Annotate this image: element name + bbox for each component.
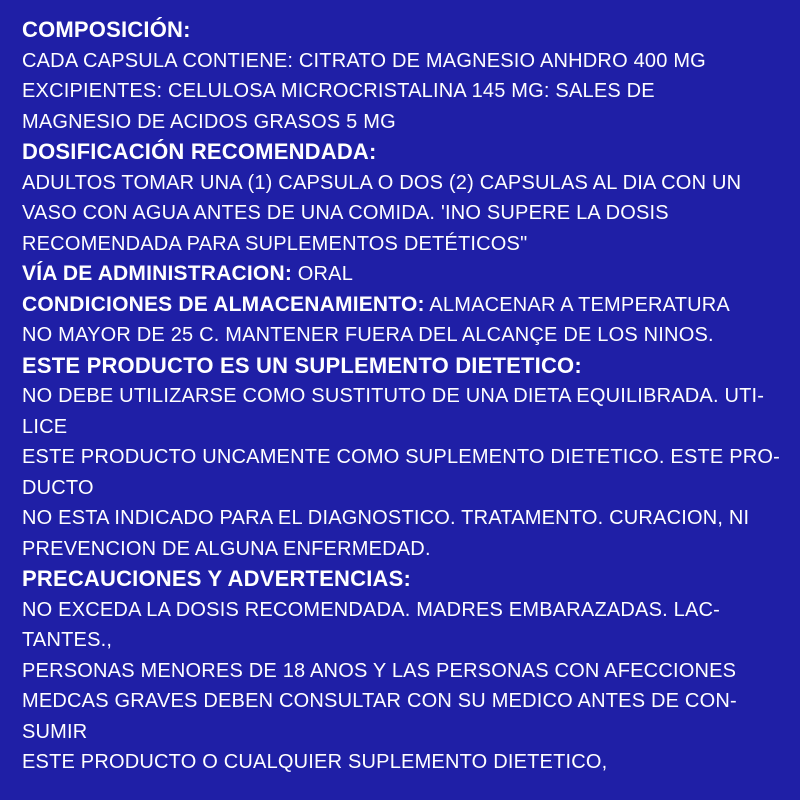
condiciones-heading: CONDICIONES DE ALMACENAMIENTO: xyxy=(22,292,425,316)
dosificacion-line-3: RECOMENDADA PARA SUPLEMENTOS DETÉTICOS" xyxy=(22,232,528,255)
suplemento-line-3: ESTE PRODUCTO UNCAMENTE COMO SUPLEMENTO DIETETICO. ESTE PRO- xyxy=(22,446,781,468)
via-heading: VÍA DE ADMINISTRACION: xyxy=(22,262,293,285)
composicion-line-3: MAGNESIO DE ACIDOS GRASOS 5 MG xyxy=(22,110,396,133)
precauciones-line-1: NO EXCEDA LA DOSIS RECOMENDADA. MADRES EMBARAZADAS. LAC- xyxy=(22,598,721,621)
via-line xyxy=(22,259,780,290)
suplemento-line-4: DUCTO xyxy=(22,476,94,499)
condiciones-line xyxy=(22,290,780,321)
precauciones-line-6: ESTE PRODUCTO O CUALQUIER SUPLEMENTO DIETETICO, xyxy=(22,751,608,773)
dosificacion-line-2: VASO CON AGUA ANTES DE UNA COMIDA. 'INO SUPERE LA DOSIS xyxy=(22,202,669,224)
composicion-line-2: EXCIPIENTES: CELULOSA MICROCRISTALINA 145 MG: SALES DE xyxy=(22,80,655,102)
dosificacion-line-1: ADULTOS TOMAR UNA (1) CAPSULA O DOS (2) CAPSULAS AL DIA CON UN xyxy=(22,171,742,194)
suplemento-line-2: LICE xyxy=(22,415,68,438)
precauciones-line-2: TANTES., xyxy=(22,629,113,651)
via-text: ORAL xyxy=(297,263,354,285)
precauciones-line-5: SUMIR xyxy=(22,720,88,743)
precauciones-heading: PRECAUCIONES Y ADVERTENCIAS: xyxy=(22,566,412,591)
condiciones-text: ALMACENAR A TEMPERATURA xyxy=(429,293,730,316)
dosificacion-heading: DOSIFICACIÓN RECOMENDADA: xyxy=(22,139,377,164)
suplemento-heading: ESTE PRODUCTO ES UN SUPLEMENTO DIETETICO: xyxy=(22,352,582,378)
suplemento-line-1: NO DEBE UTILIZARSE COMO SUSTITUTO DE UNA DIETA EQUILIBRADA. UTI- xyxy=(22,385,765,407)
suplemento-line-5: NO ESTA INDICADO PARA EL DIAGNOSTICO. TRATAMENTO. CURACION, NI xyxy=(22,507,750,529)
composicion-line-1: CADA CAPSULA CONTIENE: CITRATO DE MAGNESIO ANHDRO 400 MG xyxy=(22,49,706,72)
precauciones-line-4: MEDCAS GRAVES DEBEN CONSULTAR CON SU MEDICO ANTES DE CON- xyxy=(22,690,737,712)
composicion-heading: COMPOSICIÓN: xyxy=(22,17,191,42)
suplemento-line-6: PREVENCION DE ALGUNA ENFERMEDAD. xyxy=(22,537,431,560)
condiciones-line-2: NO MAYOR DE 25 C. MANTENER FUERA DEL ALCANÇE DE LOS NINOS. xyxy=(22,324,714,346)
precauciones-line-3: PERSONAS MENORES DE 18 ANOS Y LAS PERSONAS CON AFECCIONES xyxy=(22,659,737,682)
